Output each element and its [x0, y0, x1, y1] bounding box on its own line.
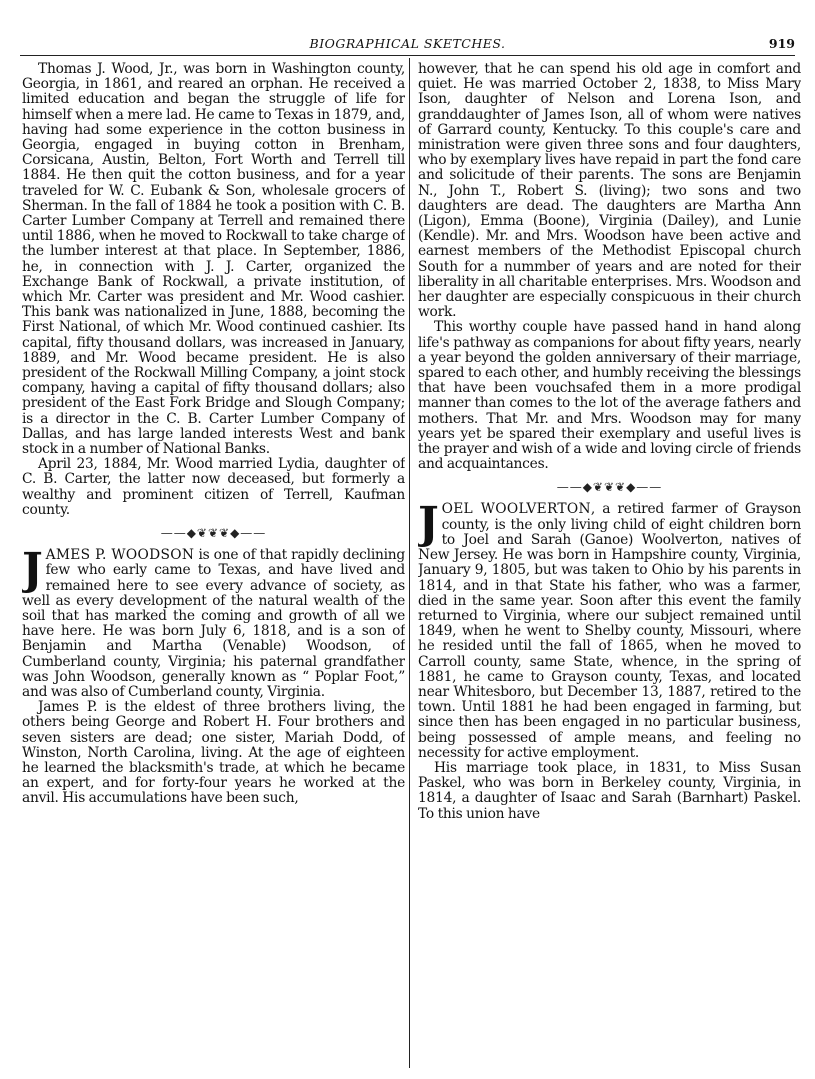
- right-column: [418, 62, 801, 1067]
- subject-name: AMES P. WOODSON: [45, 547, 195, 564]
- column-divider: [409, 58, 410, 1068]
- section-ornament: ——◆❦❦❦◆——: [556, 480, 663, 495]
- running-title: BIOGRAPHICAL SKETCHES.: [309, 36, 506, 51]
- page-number: 919: [768, 36, 795, 51]
- running-header: [20, 36, 795, 52]
- wood-biography-paragraph: Thomas J. Wood, Jr., was born in Washington county, Georgia, in 1861, and reared an orphan. He received a limited education and began the struggle of life for himself when a mere lad. He came to Texas in 1879, and, having had some experience in the cotton business in Georgia, engaged in buying cotton in Brenham, Corsicana, Austin, Belton, Fort Worth and Terrell till 1884. He then quit the cotton business, and for a year traveled for W. C. Eubank & Son, wholesale grocers of Sherman. In the fall of 1884 he took a position with C. B. Carter Lumber Company at Terrell and remained there until 1886, when he moved to Rockwall to take charge of the lumber interest at that place. In September, 1886, he, in connection with J. J. Carter, organized the Exchange Bank of Rockwall, a private institution, of which Mr. Carter was president and Mr. Wood cashier. This bank was nationalized in June, 1888, becoming the First National, of which Mr. Wood continued cashier. Its capital, fifty thousand dollars, was increased in January, 1889, and Mr. Wood became president. He is also president of the Rockwall Milling Company, a joint stock company, having a capital of fifty thousand dollars; also president of the East Fork Bridge and Slough Company; is a director in the C. B. Carter Lumber Company of Dallas, and has large landed interests West and bank stock in a number of National Banks.: [22, 62, 405, 458]
- woolverton-marriage-paragraph: His marriage took place, in 1831, to Miss Susan Paskel, who was born in Berkeley county, Virginia, in 1814, a daughter of Isaac and Sarah (Barnhart) Paskel. To this union have: [418, 759, 801, 822]
- header-rule: [20, 55, 795, 56]
- woodson-intro-paragraph: [22, 544, 405, 700]
- woodson-family-paragraph: James P. is the eldest of three brothers living, the others being George and Robert H. Four brothers and seven sisters are dead; one sister, Mariah Dodd, of Winston, North Carolina, living. At the age of eighteen he learned the blacksmith's trade, at which he became an expert, and for forty-four years he worked at the anvil. His accumulations have been such,: [22, 699, 405, 807]
- woodson-closing-paragraph: This worthy couple have passed hand in hand along life's pathway as companions for about fifty years, nearly a year beyond the golden anniversary of their marriage, spared to each other, and humbly receiving the blessings that have been vouchsafed them in a more prodigal manner than comes to the lot of the average fathers and mothers. That Mr. and Mrs. Woodson may for many years yet be spared their exemplary and useful lives is the prayer and wish of a wide and loving circle of friends and acquaintances.: [418, 319, 801, 473]
- drop-cap-letter: J: [22, 544, 43, 596]
- subject-name: OEL WOOLVERTON: [441, 501, 591, 518]
- left-column: [22, 62, 405, 1067]
- woodson-intro-text: is one of that rapidly declining few who early came to Texas, and have lived and remained here to see every advance of society, as well as every development of the natural wealth of the soil that has marked the coming and growth of all we have here. He was born July 6, 1818, and is a son of Benjamin and Martha (Venable) Woodson, of Cumberland county, Virginia; his paternal grandfather was John Woodson, generally known as “ Poplar Foot,” and was also of Cumberland county, Virginia.: [22, 547, 405, 700]
- woodson-continued-paragraph: however, that he can spend his old age in comfort and quiet. He was married October 2, 1838, to Miss Mary Ison, daughter of Nelson and Lorena Ison, and granddaughter of James Ison, all of whom were natives of Garrard county, Kentucky. To this couple's care and ministration were given three sons and four daughters, who by exemplary lives have repaid in part the fond care and solicitude of their parents. The sons are Benjamin N., John T., Robert S. (living); two sons and two daughters are dead. The daughters are Martha Ann (Ligon), Emma (Boone), Virginia (Dailey), and Lunie (Kendle). Mr. and Mrs. Woodson have been active and earnest members of the Methodist Episcopal church South for a nummber of years and are noted for their liberality in all charitable enterprises. Mrs. Woodson and her daughter are especially conspicuous in their church work.: [418, 62, 801, 321]
- woolverton-intro-text: , a retired farmer of Grayson county, is the only living child of eight children born to Joel and Sarah (Ganoe) Woolverton, natives of New Jersey. He was born in Hampshire county, Virginia, January 9, 1805, but was taken to Ohio by his parents in 1814, and in that State his father, who was a farmer, died in the same year. Soon after this event the family returned to Virginia, where our subject remained until 1849, when he went to Shelby county, Missouri, where he resided until the fall of 1865, when he moved to Carroll county, same State, whence, in the spring of 1881, he came to Grayson county, Texas, and located near Whitesboro, but December 13, 1887, retired to the town. Until 1881 he had been engaged in farming, but since then has been engaged in no particular business, being possessed of ample means, and feeling no necessity for active employment.: [418, 501, 801, 761]
- woolverton-intro-paragraph: [418, 498, 801, 761]
- wood-marriage-paragraph: April 23, 1884, Mr. Wood married Lydia, daughter of C. B. Carter, the latter now deceased, but formerly a wealthy and prominent citizen of Terrell, Kaufman county.: [22, 456, 405, 518]
- section-ornament: ——◆❦❦❦◆——: [160, 526, 267, 541]
- drop-cap-letter: J: [418, 498, 439, 550]
